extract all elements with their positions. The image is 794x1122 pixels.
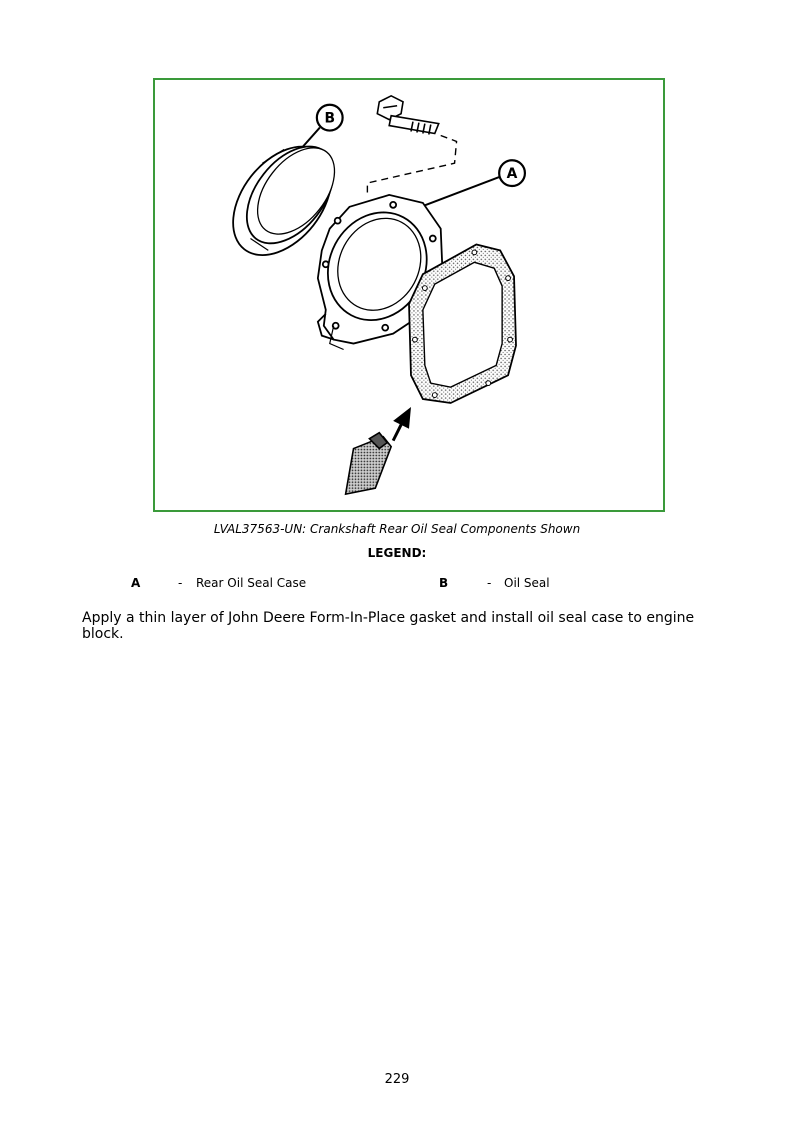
legend-key: A — [131, 576, 141, 590]
bolt-graphic — [377, 96, 438, 135]
svg-text:A: A — [506, 166, 518, 183]
sealant-tube-graphic — [346, 433, 392, 494]
instruction-text: Apply a thin layer of John Deere Form-In-Place gasket and install oil seal case to engine block. — [82, 610, 695, 642]
page-number: 229 — [384, 1072, 410, 1087]
legend-dash: - — [178, 576, 183, 590]
legend-text: Oil Seal — [504, 576, 550, 590]
callout-a — [421, 160, 525, 207]
arrow-icon — [393, 407, 411, 441]
svg-text:B: B — [324, 110, 336, 127]
legend-key: B — [439, 576, 449, 590]
legend-dash: - — [487, 576, 492, 590]
legend-text: Rear Oil Seal Case — [196, 576, 307, 590]
figure-frame — [153, 78, 665, 512]
figure-caption: LVAL37563-UN: Crankshaft Rear Oil Seal Components Shown — [213, 522, 581, 536]
legend-title: LEGEND: — [367, 546, 427, 560]
oil-seal-illustration — [155, 80, 663, 510]
